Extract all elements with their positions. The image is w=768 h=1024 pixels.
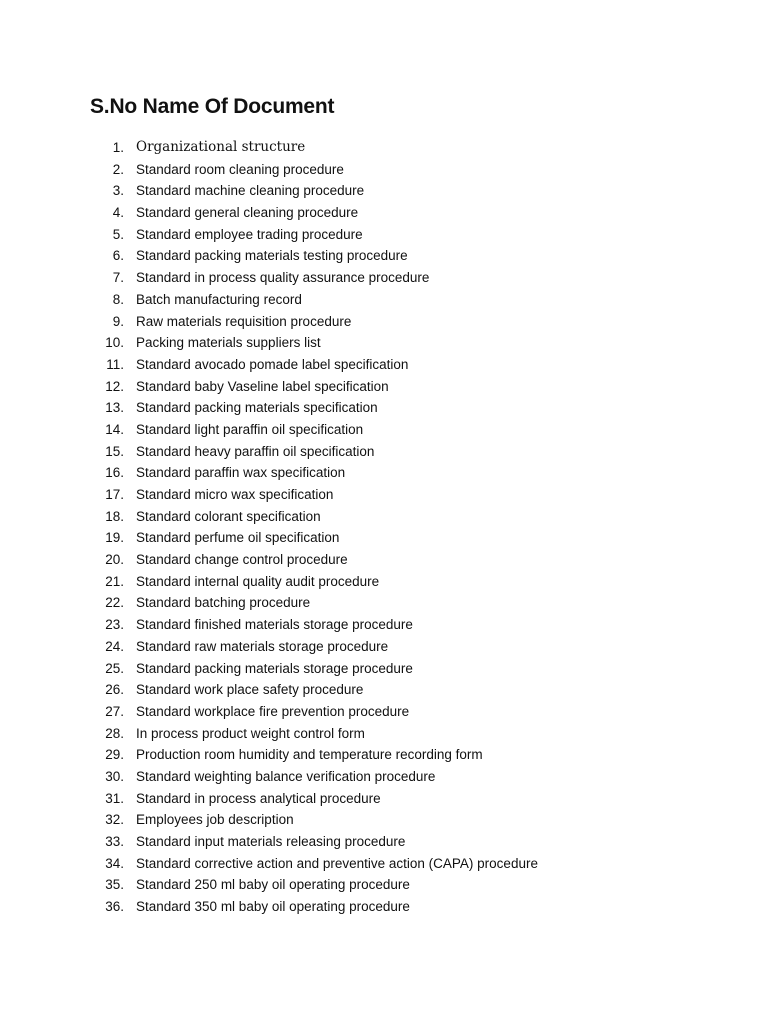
list-item-number: 33.	[105, 834, 124, 849]
list-item-number: 9.	[112, 313, 124, 329]
list-item-number: 5.	[112, 226, 124, 242]
list-item-number: 15.	[105, 443, 124, 459]
list-item-name: Raw materials requisition procedure	[136, 313, 352, 329]
list-item-name: Standard packing materials testing procedure	[136, 248, 408, 264]
list-item-name: Standard heavy paraffin oil specification	[136, 443, 375, 459]
list-item-name: Production room humidity and temperature recording form	[136, 747, 483, 763]
list-item-number: 31.	[105, 790, 124, 806]
list-item-number: 4.	[112, 205, 124, 221]
list-item	[0, 658, 768, 680]
list-item-number: 34.	[105, 855, 124, 871]
list-item-number: 7.	[112, 270, 124, 286]
list-item	[0, 245, 768, 267]
list-item	[0, 744, 768, 766]
list-item-number: 13.	[105, 400, 124, 416]
list-item	[0, 549, 768, 571]
list-item	[0, 614, 768, 636]
list-item-number: 26.	[105, 682, 124, 698]
list-item	[0, 506, 768, 528]
list-item-name: Standard machine cleaning procedure	[136, 183, 365, 199]
list-item-name: Standard 350 ml baby oil operating procedure	[136, 899, 410, 915]
list-item-name: Organizational structure	[136, 139, 306, 155]
list-item	[0, 311, 768, 333]
list-item-name: Standard work place safety procedure	[136, 682, 364, 698]
list-item-name: Standard internal quality audit procedure	[136, 573, 380, 589]
list-item	[0, 896, 768, 918]
list-item-number: 36.	[105, 899, 124, 915]
list-item-number: 14.	[105, 421, 124, 437]
list-item-name: Standard corrective action and preventive action (CAPA) procedure	[136, 855, 538, 871]
list-item	[0, 376, 768, 398]
list-item-name: Standard room cleaning procedure	[136, 161, 344, 177]
list-item-name: Standard 250 ml baby oil operating procedure	[136, 877, 410, 893]
list-item-name: In process product weight control form	[136, 725, 365, 741]
list-item	[0, 332, 768, 354]
list-item-name: Batch manufacturing record	[136, 291, 302, 307]
list-item-number: 20.	[105, 552, 124, 568]
list-item-name: Standard input materials releasing procedure	[136, 834, 406, 849]
list-item	[0, 527, 768, 549]
list-item-name: Standard change control procedure	[136, 552, 348, 568]
list-item-name: Standard in process analytical procedure	[136, 790, 381, 806]
list-item-name: Standard packing materials storage procedure	[136, 660, 413, 676]
list-item-number: 32.	[105, 812, 124, 828]
list-item	[0, 571, 768, 593]
list-item-name: Standard batching procedure	[136, 595, 311, 611]
list-item	[0, 354, 768, 376]
list-item-number: 28.	[105, 725, 124, 741]
list-item-number: 12.	[105, 378, 124, 394]
list-item-name: Standard micro wax specification	[136, 487, 334, 502]
list-item-name: Packing materials suppliers list	[136, 335, 321, 351]
list-item-number: 3.	[112, 183, 124, 199]
list-item	[0, 484, 768, 506]
list-item	[0, 592, 768, 614]
list-item	[0, 397, 768, 419]
list-item-number: 21.	[105, 573, 124, 589]
list-item-name: Standard baby Vaseline label specification	[136, 378, 389, 394]
list-item-name: Standard colorant specification	[136, 508, 321, 524]
list-item-name: Standard employee trading procedure	[136, 226, 363, 242]
document-list	[0, 137, 768, 918]
list-item	[0, 809, 768, 831]
document-heading: S.No Name Of Document	[90, 95, 335, 118]
list-item-number: 6.	[112, 248, 124, 264]
list-item-number: 24.	[105, 638, 124, 654]
list-item-name: Standard general cleaning procedure	[136, 205, 359, 221]
list-item	[0, 441, 768, 463]
list-item-number: 30.	[105, 768, 124, 784]
list-item-number: 2.	[112, 161, 124, 177]
list-item-number: 35.	[105, 877, 124, 893]
list-item-name: Standard packing materials specification	[136, 400, 378, 416]
list-item-number: 8.	[112, 291, 124, 307]
list-item	[0, 224, 768, 246]
list-item-name: Standard workplace fire prevention procedure	[136, 703, 410, 719]
list-item-number: 11.	[106, 356, 124, 372]
list-item	[0, 679, 768, 701]
list-item-number: 25.	[105, 660, 124, 676]
list-item-number: 29.	[105, 747, 124, 763]
list-item	[0, 636, 768, 658]
list-item-name: Employees job description	[136, 812, 294, 828]
list-item-number: 27.	[105, 703, 124, 719]
list-item-name: Standard finished materials storage procedure	[136, 617, 413, 633]
list-item-number: 23.	[105, 617, 124, 633]
list-item-name: Standard weighting balance verification procedure	[136, 768, 436, 784]
list-item	[0, 788, 768, 810]
list-item-name: Standard avocado pomade label specification	[136, 356, 409, 372]
list-item	[0, 853, 768, 875]
list-item	[0, 419, 768, 441]
list-item	[0, 137, 768, 159]
list-item-name: Standard perfume oil specification	[136, 530, 340, 546]
list-item-number: 1.	[112, 140, 124, 155]
list-item-number: 19.	[105, 530, 124, 546]
list-item-name: Standard paraffin wax specification	[136, 465, 346, 481]
list-item	[0, 723, 768, 745]
list-item-name: Standard raw materials storage procedure	[136, 638, 389, 654]
list-item-name: Standard in process quality assurance procedure	[136, 270, 430, 286]
list-item-name: Standard light paraffin oil specification	[136, 421, 364, 437]
list-item	[0, 159, 768, 181]
list-item	[0, 831, 768, 853]
list-item	[0, 180, 768, 202]
list-item-number: 10.	[105, 335, 124, 351]
list-item	[0, 874, 768, 896]
list-item	[0, 701, 768, 723]
list-item	[0, 202, 768, 224]
list-item	[0, 462, 768, 484]
list-item-number: 22.	[105, 595, 124, 611]
list-item	[0, 289, 768, 311]
list-item-number: 17.	[105, 487, 124, 502]
list-item-number: 16.	[105, 465, 124, 481]
list-item	[0, 267, 768, 289]
list-item-number: 18.	[105, 508, 124, 524]
list-item	[0, 766, 768, 788]
